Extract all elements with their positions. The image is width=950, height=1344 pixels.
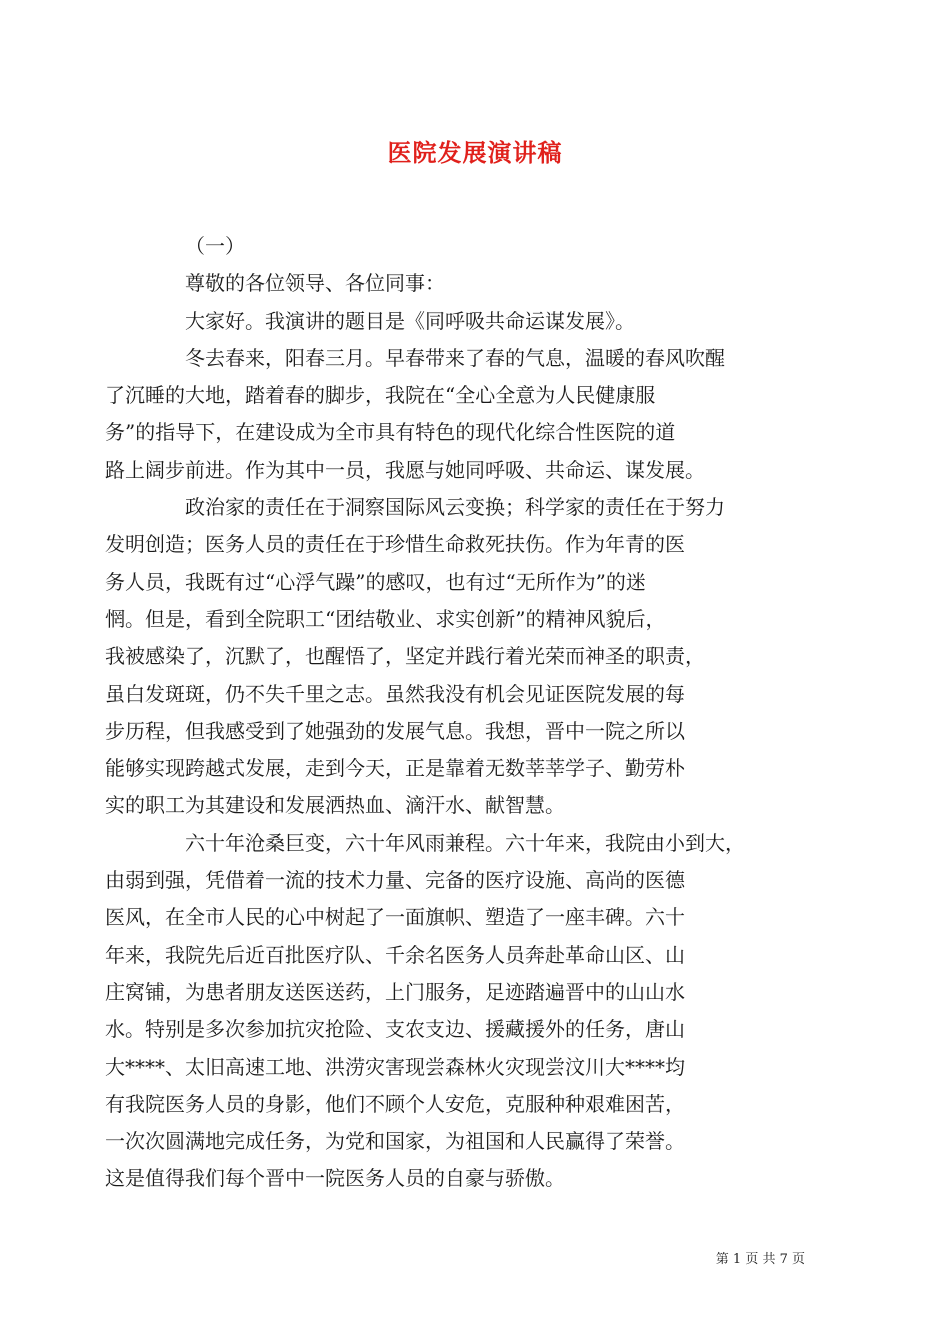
text-line: 由弱到强，凭借着一流的技术力量、完备的医疗设施、高尚的医德	[105, 868, 685, 893]
paragraph	[105, 340, 805, 489]
text-line: 实的职工为其建设和发展洒热血、滴汗水、献智慧。	[105, 793, 565, 818]
text-line: 医风，在全市人民的心中树起了一面旗帜、塑造了一座丰碑。六十	[105, 905, 685, 930]
text-line: 虽白发斑斑，仍不失千里之志。虽然我没有机会见证医院发展的每	[105, 681, 685, 706]
text-line: 大****、太旧高速工地、洪涝灾害现尝森林火灾现尝汶川大****均	[105, 1054, 685, 1079]
paragraph	[145, 265, 805, 302]
text-line: 政治家的责任在于洞察国际风云变换；科学家的责任在于努力	[185, 495, 725, 520]
text-line: 冬去春来，阳春三月。早春带来了春的气息，温暖的春风吹醒	[185, 345, 725, 370]
text-line: 务人员，我既有过“心浮气躁”的感叹，也有过“无所作为”的迷	[105, 569, 646, 594]
text-line: 发明创造；医务人员的责任在于珍惜生命救死扶伤。作为年青的医	[105, 532, 685, 557]
text-line: 大家好。我演讲的题目是《同呼吸共命运谋发展》。	[185, 308, 635, 333]
text-line: 庄窝铺，为患者朋友送医送药，上门服务，足迹踏遍晋中的山山水	[105, 979, 685, 1004]
text-line: 了沉睡的大地，踏着春的脚步，我院在“全心全意为人民健康服	[105, 383, 656, 408]
document-body	[105, 228, 805, 1198]
paragraph	[145, 228, 805, 265]
paragraph	[145, 303, 805, 340]
text-line: 水。特别是多次参加抗灾抢险、支农支边、援藏援外的任务，唐山	[105, 1017, 685, 1042]
text-line: 我被感染了，沉默了，也醒悟了，坚定并践行着光荣而神圣的职责，	[105, 644, 705, 669]
text-line: 步历程，但我感受到了她强劲的发展气息。我想，晋中一院之所以	[105, 718, 685, 743]
text-line: 年来，我院先后近百批医疗队、千余名医务人员奔赴革命山区、山	[105, 942, 685, 967]
text-line: 六十年沧桑巨变，六十年风雨兼程。六十年来，我院由小到大，	[185, 830, 745, 855]
text-line: 路上阔步前进。作为其中一员，我愿与她同呼吸、共命运、谋发展。	[105, 457, 705, 482]
document-title: 医院发展演讲稿	[387, 138, 563, 167]
text-line: 务”的指导下，在建设成为全市具有特色的现代化综合性医院的道	[105, 420, 676, 445]
text-line: 有我院医务人员的身影，他们不顾个人安危，克服种种艰难困苦，	[105, 1091, 685, 1116]
text-line: 这是值得我们每个晋中一院医务人员的自豪与骄傲。	[105, 1166, 565, 1191]
text-line: 能够实现跨越式发展，走到今天，正是靠着无数莘莘学子、勤劳朴	[105, 756, 685, 781]
text-line: （一）	[185, 234, 245, 258]
paragraph	[105, 825, 805, 1198]
paragraph	[105, 489, 805, 825]
text-line: 惘。但是，看到全院职工“团结敬业、求实创新”的精神风貌后，	[105, 606, 666, 631]
text-line: 尊敬的各位领导、各位同事：	[185, 271, 445, 296]
page-number-footer: 第 1 页 共 7 页	[715, 1252, 805, 1267]
text-line: 一次次圆满地完成任务，为党和国家，为祖国和人民赢得了荣誉。	[105, 1129, 685, 1154]
